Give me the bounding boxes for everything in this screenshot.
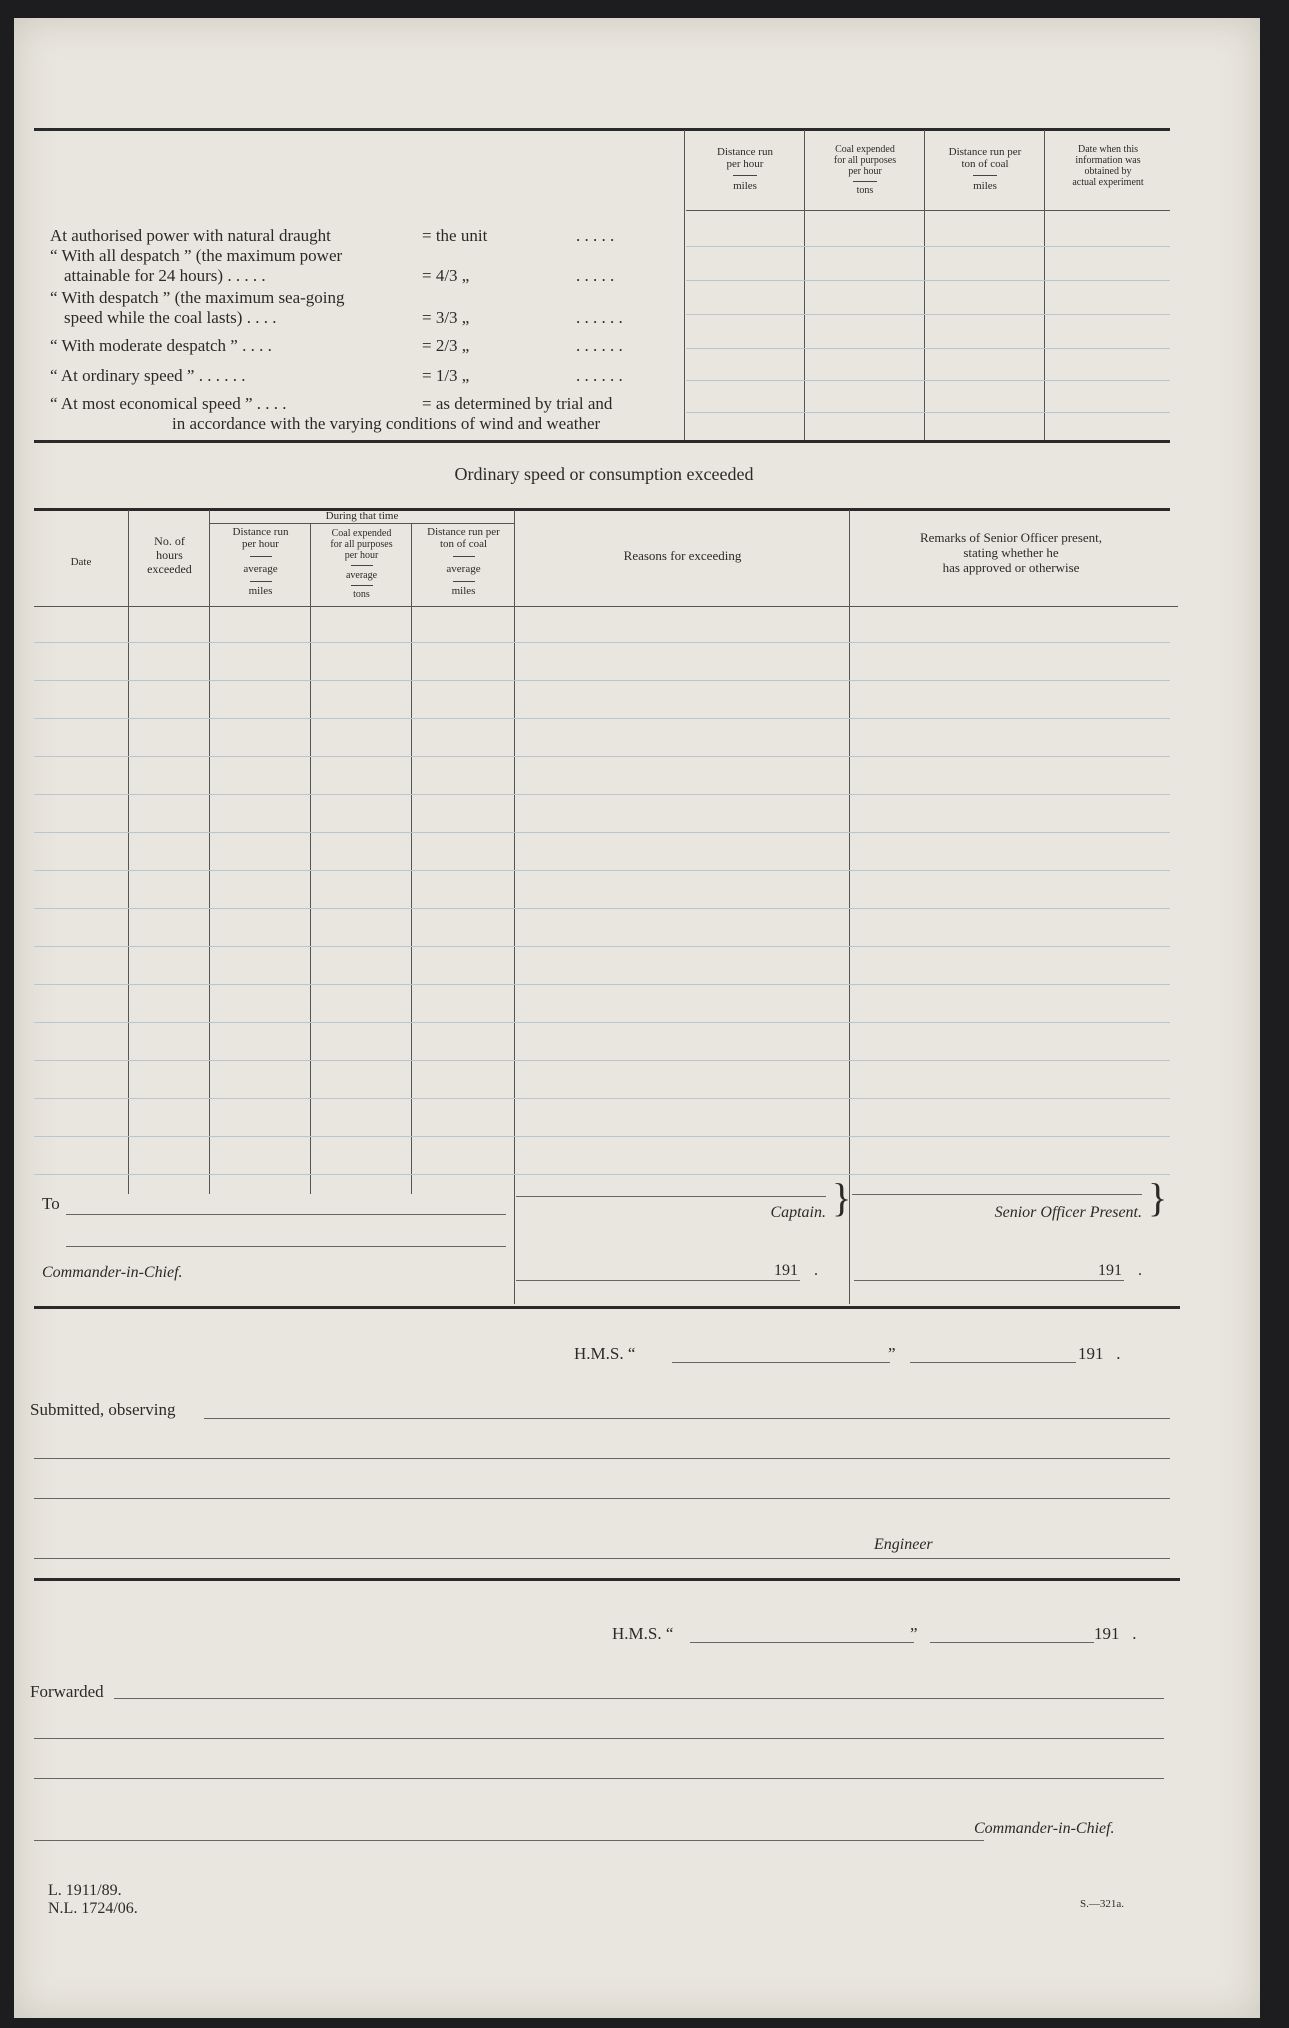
header-lower-distance: Distance run per hour average miles [232, 526, 289, 597]
senior-line[interactable] [852, 1194, 1142, 1195]
row-economical: “ At most economical speed ” . . . . in accordance with the varying conditions of wind and weather = as determined by trial and [50, 394, 613, 433]
lower-table-bottom [34, 1306, 1180, 1309]
captain-label: Captain. [770, 1204, 826, 1221]
hms2-year: 191 . [1094, 1624, 1137, 1643]
to-line-2[interactable] [66, 1246, 506, 1247]
header-distance-run: Distance run per hour miles [717, 146, 773, 192]
submitted-line-2[interactable] [34, 1458, 1170, 1459]
forwarded-label: Forwarded [30, 1682, 104, 1701]
form-page [14, 18, 1260, 2018]
captain-line[interactable] [516, 1196, 826, 1197]
top-table-bottom [34, 440, 1170, 443]
form-number: S.—321a. [1080, 1898, 1124, 1910]
brace: } [1148, 1175, 1168, 1220]
engineer-label: Engineer [874, 1536, 933, 1553]
senior-date-line[interactable] [854, 1280, 1124, 1281]
commander2-label: Commander-in-Chief. [974, 1820, 1115, 1837]
header-reasons: Reasons for exceeding [623, 548, 742, 563]
col-divider [514, 510, 515, 1304]
hms1-date-line[interactable] [910, 1362, 1076, 1363]
captain-date-line[interactable] [516, 1280, 800, 1281]
row-moderate: “ With moderate despatch ” . . . . = 2/3 „ . . . . . . [50, 336, 623, 355]
hms2-date-line[interactable] [930, 1642, 1094, 1643]
engineer-line[interactable] [34, 1558, 1170, 1559]
row-despatch: “ With despatch ” (the maximum sea-going speed while the coal lasts) . . . . = 3/3 „ . . . . . . [50, 288, 623, 327]
submitted-label: Submitted, observing [30, 1400, 176, 1419]
hms1-year: 191 . [1078, 1344, 1121, 1363]
hms2-close: ” [910, 1624, 918, 1643]
header-bottom-line [686, 210, 1170, 211]
during-that-time: During that time [325, 510, 399, 522]
hms1-ship-line[interactable] [672, 1362, 890, 1363]
col-divider [684, 130, 685, 440]
hms2-prefix: H.M.S. “ [612, 1624, 674, 1643]
hms1-close: ” [888, 1344, 896, 1363]
commander-label: Commander-in-Chief. [42, 1264, 183, 1281]
brace: } [832, 1175, 852, 1220]
footer-refs: L. 1911/89. N.L. 1724/06. [48, 1882, 138, 1917]
hms2-ship-line[interactable] [690, 1642, 914, 1643]
header-date-experiment: Date when this information was obtained by actual experiment [1072, 144, 1144, 188]
col-divider [310, 523, 311, 1194]
header-date: Date [70, 556, 92, 568]
header-remarks: Remarks of Senior Officer present, stating whether he has approved or otherwise [919, 530, 1103, 575]
captain-year: 191 . [774, 1262, 818, 1279]
header-distance-per-ton: Distance run per ton of coal miles [948, 146, 1022, 192]
header-lower-coal: Coal expended for all purposes per hour average tons [330, 528, 393, 600]
row-authorised: At authorised power with natural draught = the unit . . . . . [50, 226, 615, 245]
col-divider [924, 130, 925, 440]
lower-header-bottom [34, 606, 1178, 607]
col-divider [209, 510, 210, 1194]
col-divider [1044, 130, 1045, 440]
during-underline [210, 523, 514, 524]
forwarded-line-2[interactable] [34, 1738, 1164, 1739]
senior-year: 191 . [1098, 1262, 1142, 1279]
header-lower-per-ton: Distance run per ton of coal average miles [427, 526, 500, 597]
section-title: Ordinary speed or consumption exceeded [454, 464, 754, 484]
row-all-despatch: “ With all despatch ” (the maximum power attainable for 24 hours) . . . . . = 4/3 „ . . . . . [50, 246, 615, 285]
row-ordinary: “ At ordinary speed ” . . . . . . = 1/3 „ . . . . . . [50, 366, 623, 385]
lower-top-border [34, 508, 1170, 511]
col-divider [411, 523, 412, 1194]
to-label: To [42, 1194, 60, 1213]
top-border [34, 128, 1170, 131]
header-hours-exceeded: No. of hours exceeded [147, 534, 192, 576]
col-divider [804, 130, 805, 440]
header-coal-expended: Coal expended for all purposes per hour tons [833, 144, 897, 196]
senior-label: Senior Officer Present. [994, 1204, 1142, 1221]
forwarded-line[interactable] [114, 1698, 1164, 1699]
submitted-line[interactable] [204, 1418, 1170, 1419]
submitted-line-3[interactable] [34, 1498, 1170, 1499]
hms1-bottom [34, 1578, 1180, 1581]
hms1-prefix: H.M.S. “ [574, 1344, 636, 1363]
col-divider [128, 510, 129, 1194]
commander2-line[interactable] [34, 1840, 984, 1841]
to-line[interactable] [66, 1214, 506, 1215]
forwarded-line-3[interactable] [34, 1778, 1164, 1779]
